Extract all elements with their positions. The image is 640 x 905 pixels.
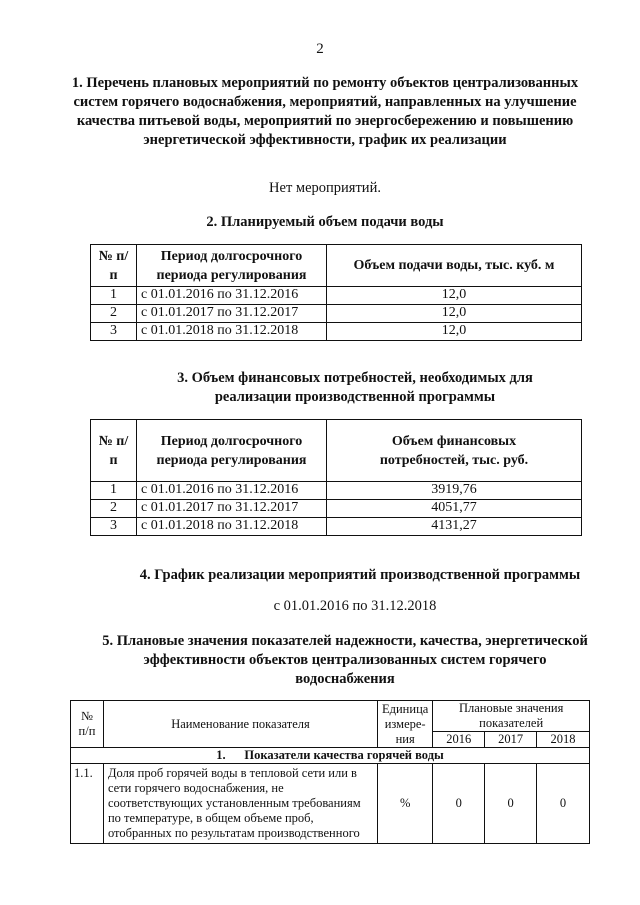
header-period: Период долгосрочного периода регулирования <box>137 420 327 482</box>
section5-heading: 5. Плановые значения показателей надежности, качества, энергетической эффективности объектов централизованных систем горячего водоснабжения <box>102 633 588 687</box>
row-num: 1 <box>91 287 137 305</box>
row-num: 2 <box>91 305 137 323</box>
page-number: 2 <box>316 41 324 57</box>
table-row <box>91 323 582 341</box>
section1-heading: 1. Перечень плановых мероприятий по ремонту объектов централизованных систем горячего водоснабжения, мероприятий, направленных на улучшение качества питьевой воды, мероприятий по энергосбережению и повышению энергетической эффективности, график их реализации <box>71 75 579 148</box>
table-row <box>71 764 590 844</box>
table-header-row <box>91 420 582 482</box>
financial-needs-table <box>90 419 582 536</box>
indicators-table <box>70 700 590 844</box>
header-num: № п/п <box>71 701 104 748</box>
row-value-2016: 0 <box>433 764 485 844</box>
header-unit: Единица измере-ния <box>378 701 433 748</box>
table-header-row <box>71 701 590 732</box>
table-row <box>91 518 582 536</box>
row-period: с 01.01.2017 по 31.12.2017 <box>137 500 327 518</box>
subsection-row <box>71 748 590 764</box>
row-value: 4051,77 <box>327 500 582 518</box>
row-value: 12,0 <box>327 305 582 323</box>
row-period: с 01.01.2016 по 31.12.2016 <box>137 482 327 500</box>
table-row <box>91 287 582 305</box>
table-header-row <box>91 245 582 287</box>
section1-note: Нет мероприятий. <box>269 180 381 196</box>
header-num: № п/п <box>91 245 137 287</box>
row-num: 1.1. <box>71 764 104 844</box>
header-year: 2018 <box>537 732 590 748</box>
row-value: 12,0 <box>327 287 582 305</box>
row-period: с 01.01.2018 по 31.12.2018 <box>137 323 327 341</box>
row-value: 4131,27 <box>327 518 582 536</box>
header-num: № п/п <box>91 420 137 482</box>
header-year: 2016 <box>433 732 485 748</box>
section4-period: с 01.01.2016 по 31.12.2018 <box>273 598 437 614</box>
supply-volume-table <box>90 244 582 341</box>
row-value-2017: 0 <box>485 764 537 844</box>
header-planned-values: Плановые значения показателей <box>433 701 590 732</box>
section3-heading: 3. Объем финансовых потребностей, необходимых для реализации производственной программы <box>177 370 533 405</box>
table-row <box>91 305 582 323</box>
header-financial: Объем финансовых потребностей, тыс. руб. <box>327 420 582 482</box>
row-value: 3919,76 <box>327 482 582 500</box>
row-value-2018: 0 <box>537 764 590 844</box>
section2-heading: 2. Планируемый объем подачи воды <box>206 214 444 230</box>
row-num: 2 <box>91 500 137 518</box>
table-row <box>91 500 582 518</box>
row-period: с 01.01.2017 по 31.12.2017 <box>137 305 327 323</box>
row-indicator-name: Доля проб горячей воды в тепловой сети или в сети горячего водоснабжения, не соответствующих установленным требованиям по температуре, в общем объеме проб, отобранных по результатам производственного <box>103 764 377 844</box>
header-period: Период долгосрочного периода регулирования <box>137 245 327 287</box>
row-num: 3 <box>91 323 137 341</box>
header-volume: Объем подачи воды, тыс. куб. м <box>327 245 582 287</box>
table-row <box>91 482 582 500</box>
subsection-title: 1. Показатели качества горячей воды <box>71 748 590 764</box>
row-value: 12,0 <box>327 323 582 341</box>
header-year: 2017 <box>485 732 537 748</box>
header-indicator-name: Наименование показателя <box>103 701 377 748</box>
section4-heading: 4. График реализации мероприятий производственной программы <box>139 567 581 583</box>
row-period: с 01.01.2016 по 31.12.2016 <box>137 287 327 305</box>
row-num: 3 <box>91 518 137 536</box>
row-period: с 01.01.2018 по 31.12.2018 <box>137 518 327 536</box>
row-num: 1 <box>91 482 137 500</box>
row-unit: % <box>378 764 433 844</box>
